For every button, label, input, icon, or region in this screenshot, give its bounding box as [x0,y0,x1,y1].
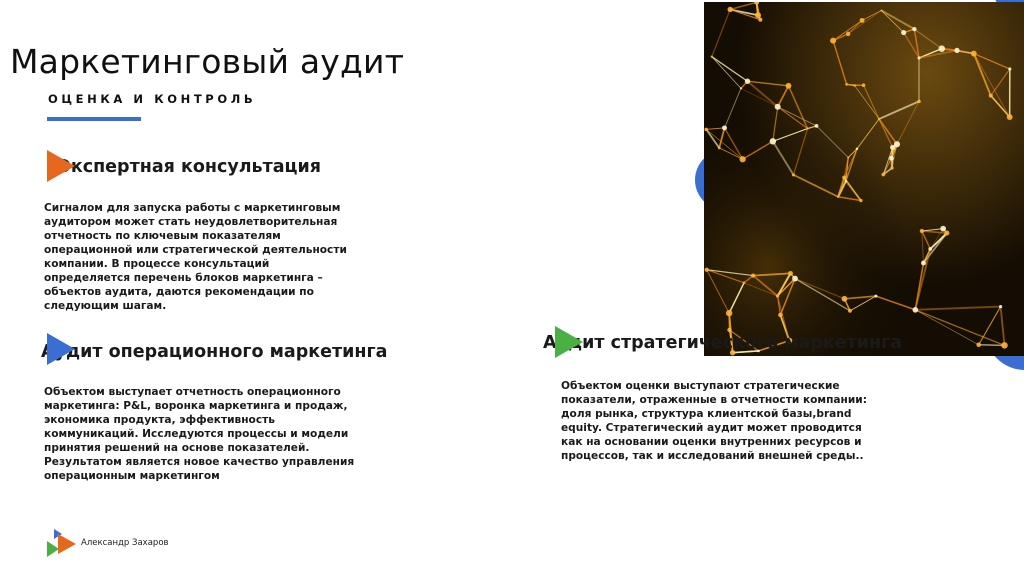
section-text-strategic-audit: Объектом оценки выступают стратегические показатели, отраженные в отчетности компании: доля рынка, структура клиентской базы,brand equity. Стратегический аудит может проводится как на основании оценки внутренних ресурсов и процессов, так и исследований внешней среды.. [561,380,867,462]
section-text-expert-consultation: Сигналом для запуска работы с маркетинговым аудитором может стать неудовлетворительная отчетность по ключевым показателям операционной или стратегической деятельности компании. В процессе консультаций определяется перечень блоков маркетинга – объектов аудита, даются рекомендации по следующим шагам. [44,202,347,312]
title-accent-bar [47,117,141,121]
slide-subtitle: ОЦЕНКА И КОНТРОЛЬ [48,92,257,106]
green-triangle-icon [555,326,583,358]
golden-network-image [704,2,1024,356]
blue-triangle-icon [47,333,75,365]
section-text-operational-audit: Объектом выступает отчетность операционного маркетинга: P&L, воронка маркетинга и продаж, экономика продукта, эффективность коммуникаций. Исследуются процессы и модели принятия решений на основе показателей. Результатом является новое качество управления операционным маркетингом [44,386,355,482]
author-name: Александр Захаров [81,538,169,548]
orange-triangle-icon [47,150,75,182]
logo-icon [46,528,78,558]
section-title-strategic-audit: Аудит стратегического маркетинга [543,333,903,353]
section-title-operational-audit: Аудит операционного маркетинга [41,342,388,362]
section-title-expert-consultation: Экспертная консультация [58,157,322,177]
slide-title: Маркетинговый аудит [10,42,405,81]
